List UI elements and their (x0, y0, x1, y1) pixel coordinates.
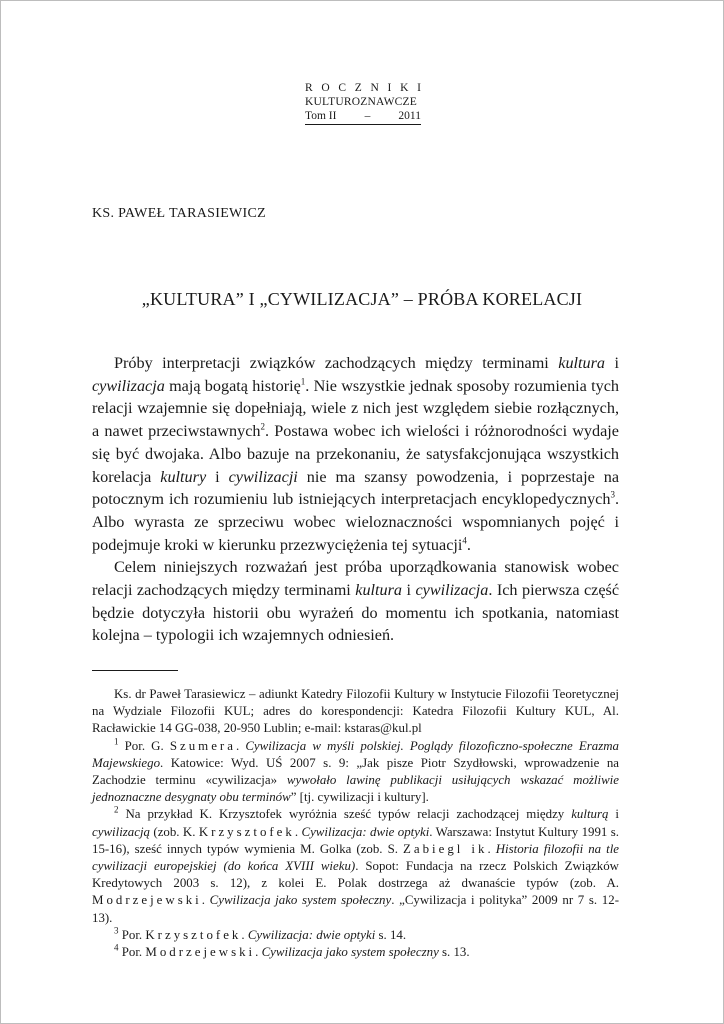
paragraph-1: Próby interpretacji związków zachodzących między terminami kultura i cywilizacja mają bogatą historię$^1$. Nie wszystkie jednak sposoby rozumienia tych relacji wzajemnie się dopełniają, wiele z nich jest względem siebie rozłącznych, a nawet przeciwstawnych$^2$. Postawa wobec ich wielości i różnorodności wydaje się być dwojaka. Albo bazuje na przekonaniu, że satysfakcjonująca wszystkich korelacja kultury i cywilizacji nie ma szansy powodzenia, i poprzestaje na potocznym ich rozumieniu lub istniejących interpretacjach encyklopedycznych$^3$. Albo wyrasta ze sprzeciwu wobec wieloznaczności wspomnianych pojęć i podejmuje kroki w kierunku przezwyciężenia tej sytuacji$^4$. (92, 354, 620, 554)
journal-name: R O C Z N I K I (305, 82, 421, 94)
volume-line (305, 109, 421, 125)
volume: Tom II (305, 110, 337, 122)
article-title: „KULTURA” I „CYWILIZACJA” – PRÓBA KORELACJI (141, 289, 583, 309)
footnote-2: $^2$ Na przykład K. Krzysztofek wyróżnia sześć typów relacji zachodzącej między kulturą i cywilizacją (zob. K. Krzysztofek. Cywilizacja: dwie optyki. Warszawa: Instytut Kultury 1991 s. 15-16), sześć innych typów wymienia M. Golka (zob. S. Zabiegl ik. Historia filozofii na tle cywilizacji europejskiej (do końca XVIII wieku). Sopot: Fundacja na rzecz Polskich Związków Kredytowych 2003 s. 12), z kolei E. Polak dostrzega aż dwanaście typów (zob. A. Modrzejewski. Cywilizacja jako system społeczny. „Cywilizacja i polityka” 2009 nr 7 s. 12-13). (92, 805, 620, 925)
footnote-separator (92, 670, 178, 671)
journal-masthead (305, 81, 421, 125)
author-name: KS. PAWEŁ TARASIEWICZ (92, 206, 267, 221)
journal-subtitle: KULTUROZNAWCZE (305, 96, 417, 108)
footnote-ref-2[interactable]: 2 (260, 421, 266, 432)
volume-dash: – (364, 110, 371, 122)
footnote-ref-1[interactable]: 1 (300, 376, 306, 387)
footnote-ref-4[interactable]: 4 (462, 535, 467, 546)
author-affiliation-note: Ks. dr Paweł Tarasiewicz – adiunkt Katedry Filozofii Kultury w Instytucie Filozofii Teoretycznej na Wydziale Filozofii KUL; adres do korespondencji: Katedra Filozofii Kultury KUL, Al. Racławickie 14 GG-038, 20-950 Lublin; e-mail: kstaras@kul.pl (92, 687, 619, 736)
paragraph-2: Celem niniejszych rozważań jest próba uporządkowania stanowisk wobec relacji zachodzących między terminami kultura i cywilizacja. Ich pierwsza część będzie dotyczyła historii obu wyrażeń do momentu ich spotkania, natomiast kolejna – typologii ich wzajemnych odniesień. (92, 558, 620, 645)
footnote-4: $^4$ Por. Modrzejewski. Cywilizacja jako system społeczny s. 13. (114, 942, 470, 960)
article-body (92, 352, 619, 647)
footnote-3: $^3$ Por. Krzysztofek. Cywilizacja: dwie optyki s. 14. (114, 925, 407, 942)
footnote-ref-3[interactable]: 3 (610, 489, 615, 500)
footnote-1: $^1$ Por. G. Szumera. Cywilizacja w myśli polskiej. Poglądy filozoficzno-społeczne Erazma Majewskiego. Katowice: Wyd. UŚ 2007 s. 9: „Jak pisze Piotr Szydłowski, wprowadzenie na Zachodzie terminu «cywilizacja» wywołało lawinę publikacji usiłujących wskazać możliwie jednoznaczne desygnaty obu terminów” [tj. cywilizacji i kultury]. (92, 736, 619, 805)
footnotes (92, 686, 619, 961)
year: 2011 (398, 110, 421, 122)
